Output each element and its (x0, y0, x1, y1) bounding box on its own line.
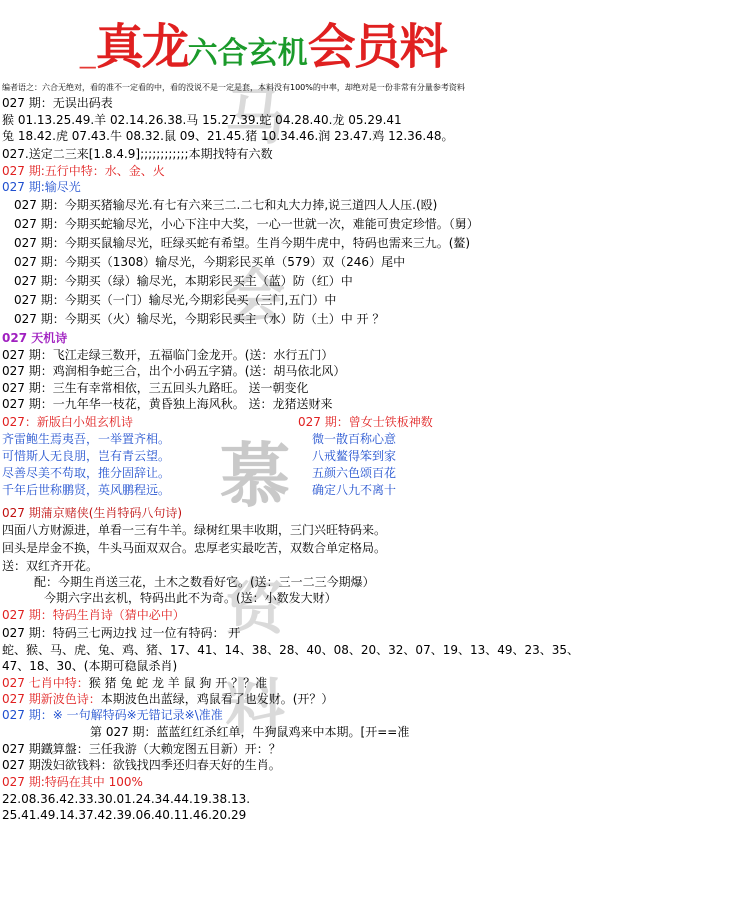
yiju-line: 第 027 期：蓝蓝红红杀红单，牛狗鼠鸡来中本期。[开==准 (90, 725, 410, 739)
shuji-line-3: 027 期：今期买鼠输尽光，旺绿买蛇有希望。生肖今期牛虎中，特码也需来三九。(鳌) (14, 236, 471, 250)
number-table-row-1: 猴 01.13.25.49.羊 02.14.26.38.马 15.27.39.蛇 04.28.40.龙 05.29.41 (2, 113, 402, 127)
yiju-heading: 027 期：※ 一句解特码※无错记录※\准准 (2, 708, 223, 722)
wuxing-line (2, 163, 165, 179)
qixiao-line (2, 675, 267, 691)
tianji-heading: 027 天机诗 (2, 331, 68, 345)
title-dash: _ (80, 38, 96, 69)
number-table-row-2: 兔 18.42.虎 07.43.牛 08.32.鼠 09、21.45.猪 10.34.46.润 23.47.鸡 12.36.48。 (2, 129, 454, 143)
tiesuan-label: 027 期鐵算盤： (2, 742, 89, 756)
intro-line: 027 期：无误出码表 (2, 96, 113, 110)
tiesuan-value: 三任我游（大赖宠图五目新）开：？ (88, 742, 281, 756)
page-title (80, 8, 520, 75)
xinban-line-1: 齐雷鲍生焉夷吾，一举置齐相。 (2, 432, 171, 446)
wuxing-label: 027 期:五行中特： (2, 164, 105, 178)
tema-shi-line: 027 期：特码三七两边找 过一位有特码： 开 (2, 626, 241, 640)
tema-shi-heading-text: 027 期：特码生肖诗（猜中必中） (2, 608, 185, 622)
zeng-line-2: 八戒鳌得笨到家 (312, 449, 397, 463)
zeng-line-4: 确定八九不离十 (312, 483, 397, 497)
tema-shi-heading (2, 607, 185, 623)
xinban-line-2: 可惜斯人无良朋，岂有青云望。 (2, 449, 171, 463)
puxia-line-1: 四面八方财源进，单看一三有牛羊。绿树红果丰收期，三门兴旺特码来。 (2, 523, 387, 537)
xinban-line-4: 千年后世称鹏贤，英风鹏程远。 (2, 483, 171, 497)
qixiao-value: 猴 猪 兔 蛇 龙 羊 鼠 狗 开 ？？准 (88, 676, 268, 690)
bose-line (2, 691, 333, 707)
xinban-line-3: 尽善尽美不苟取，推分固辞让。 (2, 466, 171, 480)
watermark-char-1: 马 (225, 83, 285, 153)
tema-shi-numbers-1: 蛇、猴、马、虎、兔、鸡、猪、17、41、14、38、28、40、08、20、32、07、19、13、49、23、35、 (2, 643, 580, 657)
zeng-line-1: 微一散百称心意 (312, 432, 397, 446)
shuji-line-6: 027 期：今期买（一门）输尽光,今期彩民买（三门,五门）中 (14, 293, 337, 307)
xinban-heading: 027：新版白小姐玄机诗 (2, 415, 133, 429)
tema-in-row-2: 25.41.49.14.37.42.39.06.40.11.46.20.29 (2, 808, 247, 822)
tianji-line-1: 027 期：飞江走绿三数开，五福临门金龙开。(送：水行五门） (2, 348, 334, 362)
disclaimer: 编者语之：六合无绝对，看的准不一定看的中，看的没说不是一定是套，本料没有100%的中率，却绝对是一份非常有分量参考资料 (2, 83, 465, 92)
tianji-line-2: 027 期：鸡润相争蛇三合，出个小码五字猜。(送：胡马依北风） (2, 364, 346, 378)
puxia-line-3: 送：双红齐开花。 (2, 559, 99, 573)
shuji-line-5: 027 期：今期买（绿）输尽光，本期彩民买主（蓝）防（红）中 (14, 274, 353, 288)
shuji-heading: 027 期:输尽光 (2, 180, 81, 194)
tema-in-row-1: 22.08.36.42.33.30.01.24.34.44.19.38.13. (2, 792, 251, 806)
watermark-char-5: 料 (225, 673, 285, 743)
tianji-line-4: 027 期：一九年华一枝花，黄昏独上海风秋。 送：龙猪送财来 (2, 397, 333, 411)
bose-label: 027 期新波色诗： (2, 692, 101, 706)
shuji-line-4: 027 期：今期买（1308）输尽光，今期彩民买单（579）双（246）尾中 (14, 255, 406, 269)
zeng-line-3: 五颜六色颂百花 (312, 466, 397, 480)
shuji-line-7: 027 期：今期买（火）输尽光，今期彩民买主（水）防（土）中 开 ？ (14, 312, 385, 326)
send-line: 027.送定二三来[1.8.4.9];;;;;;;;;;;;本期找特有六数 (2, 147, 273, 161)
puxia-heading: 027 期蒲京赌侠(生肖特码八句诗) (2, 506, 183, 520)
shuji-line-1: 027 期：今期买猪输尽光.有七有六来三二.二七和丸大力捧,说三道四人人压.(殴) (14, 198, 438, 212)
tema-shi-numbers-2: 47、18、30、(本期可稳鼠杀肖) (2, 659, 178, 673)
shuji-line-2: 027 期：今期买蛇输尽光，小心下注中大奖，一心一世就一次，难能可贵定珍惜。（舅） (14, 217, 479, 231)
title-part-1: 真龙 (95, 19, 188, 75)
puxia-line-4: 配：今期生肖送三花，土木之数看好它。(送：三一二三今期爆） (34, 575, 375, 589)
title-part-2: 六合玄机 (187, 36, 308, 71)
title-part-3: 会员料 (307, 19, 446, 75)
tianji-line-3: 027 期：三生有幸常相依，三五回头九路旺。 送一朝变化 (2, 381, 309, 395)
watermark-char-3: 慕 (220, 434, 290, 517)
watermark-char-2: 会 (225, 263, 285, 333)
zeng-heading: 027 期：曾女士铁板神数 (298, 415, 433, 429)
watermark-char-4: 资 (225, 573, 285, 643)
qixiao-label: 027 七肖中特： (2, 676, 89, 690)
wuxing-value: 水、金、火 (104, 164, 165, 178)
tiesuan-line (2, 741, 281, 757)
puxia-line-5: 今期六字出玄机，特码出此不为奇。(送：小数发大财） (44, 591, 337, 605)
tema-in-heading: 027 期:特码在其中 100% (2, 775, 143, 789)
bose-value: 本期波色出蓝绿，鸡鼠看了也发财。(开？） (100, 692, 334, 706)
puxia-line-2: 回头是岸金不换，牛头马面双双合。忠厚老实最吃苦，双数合单定格局。 (2, 541, 387, 555)
bofu-line: 027 期泼妇欲钱料：欲钱找四季还归春天好的生肖。 (2, 758, 281, 772)
